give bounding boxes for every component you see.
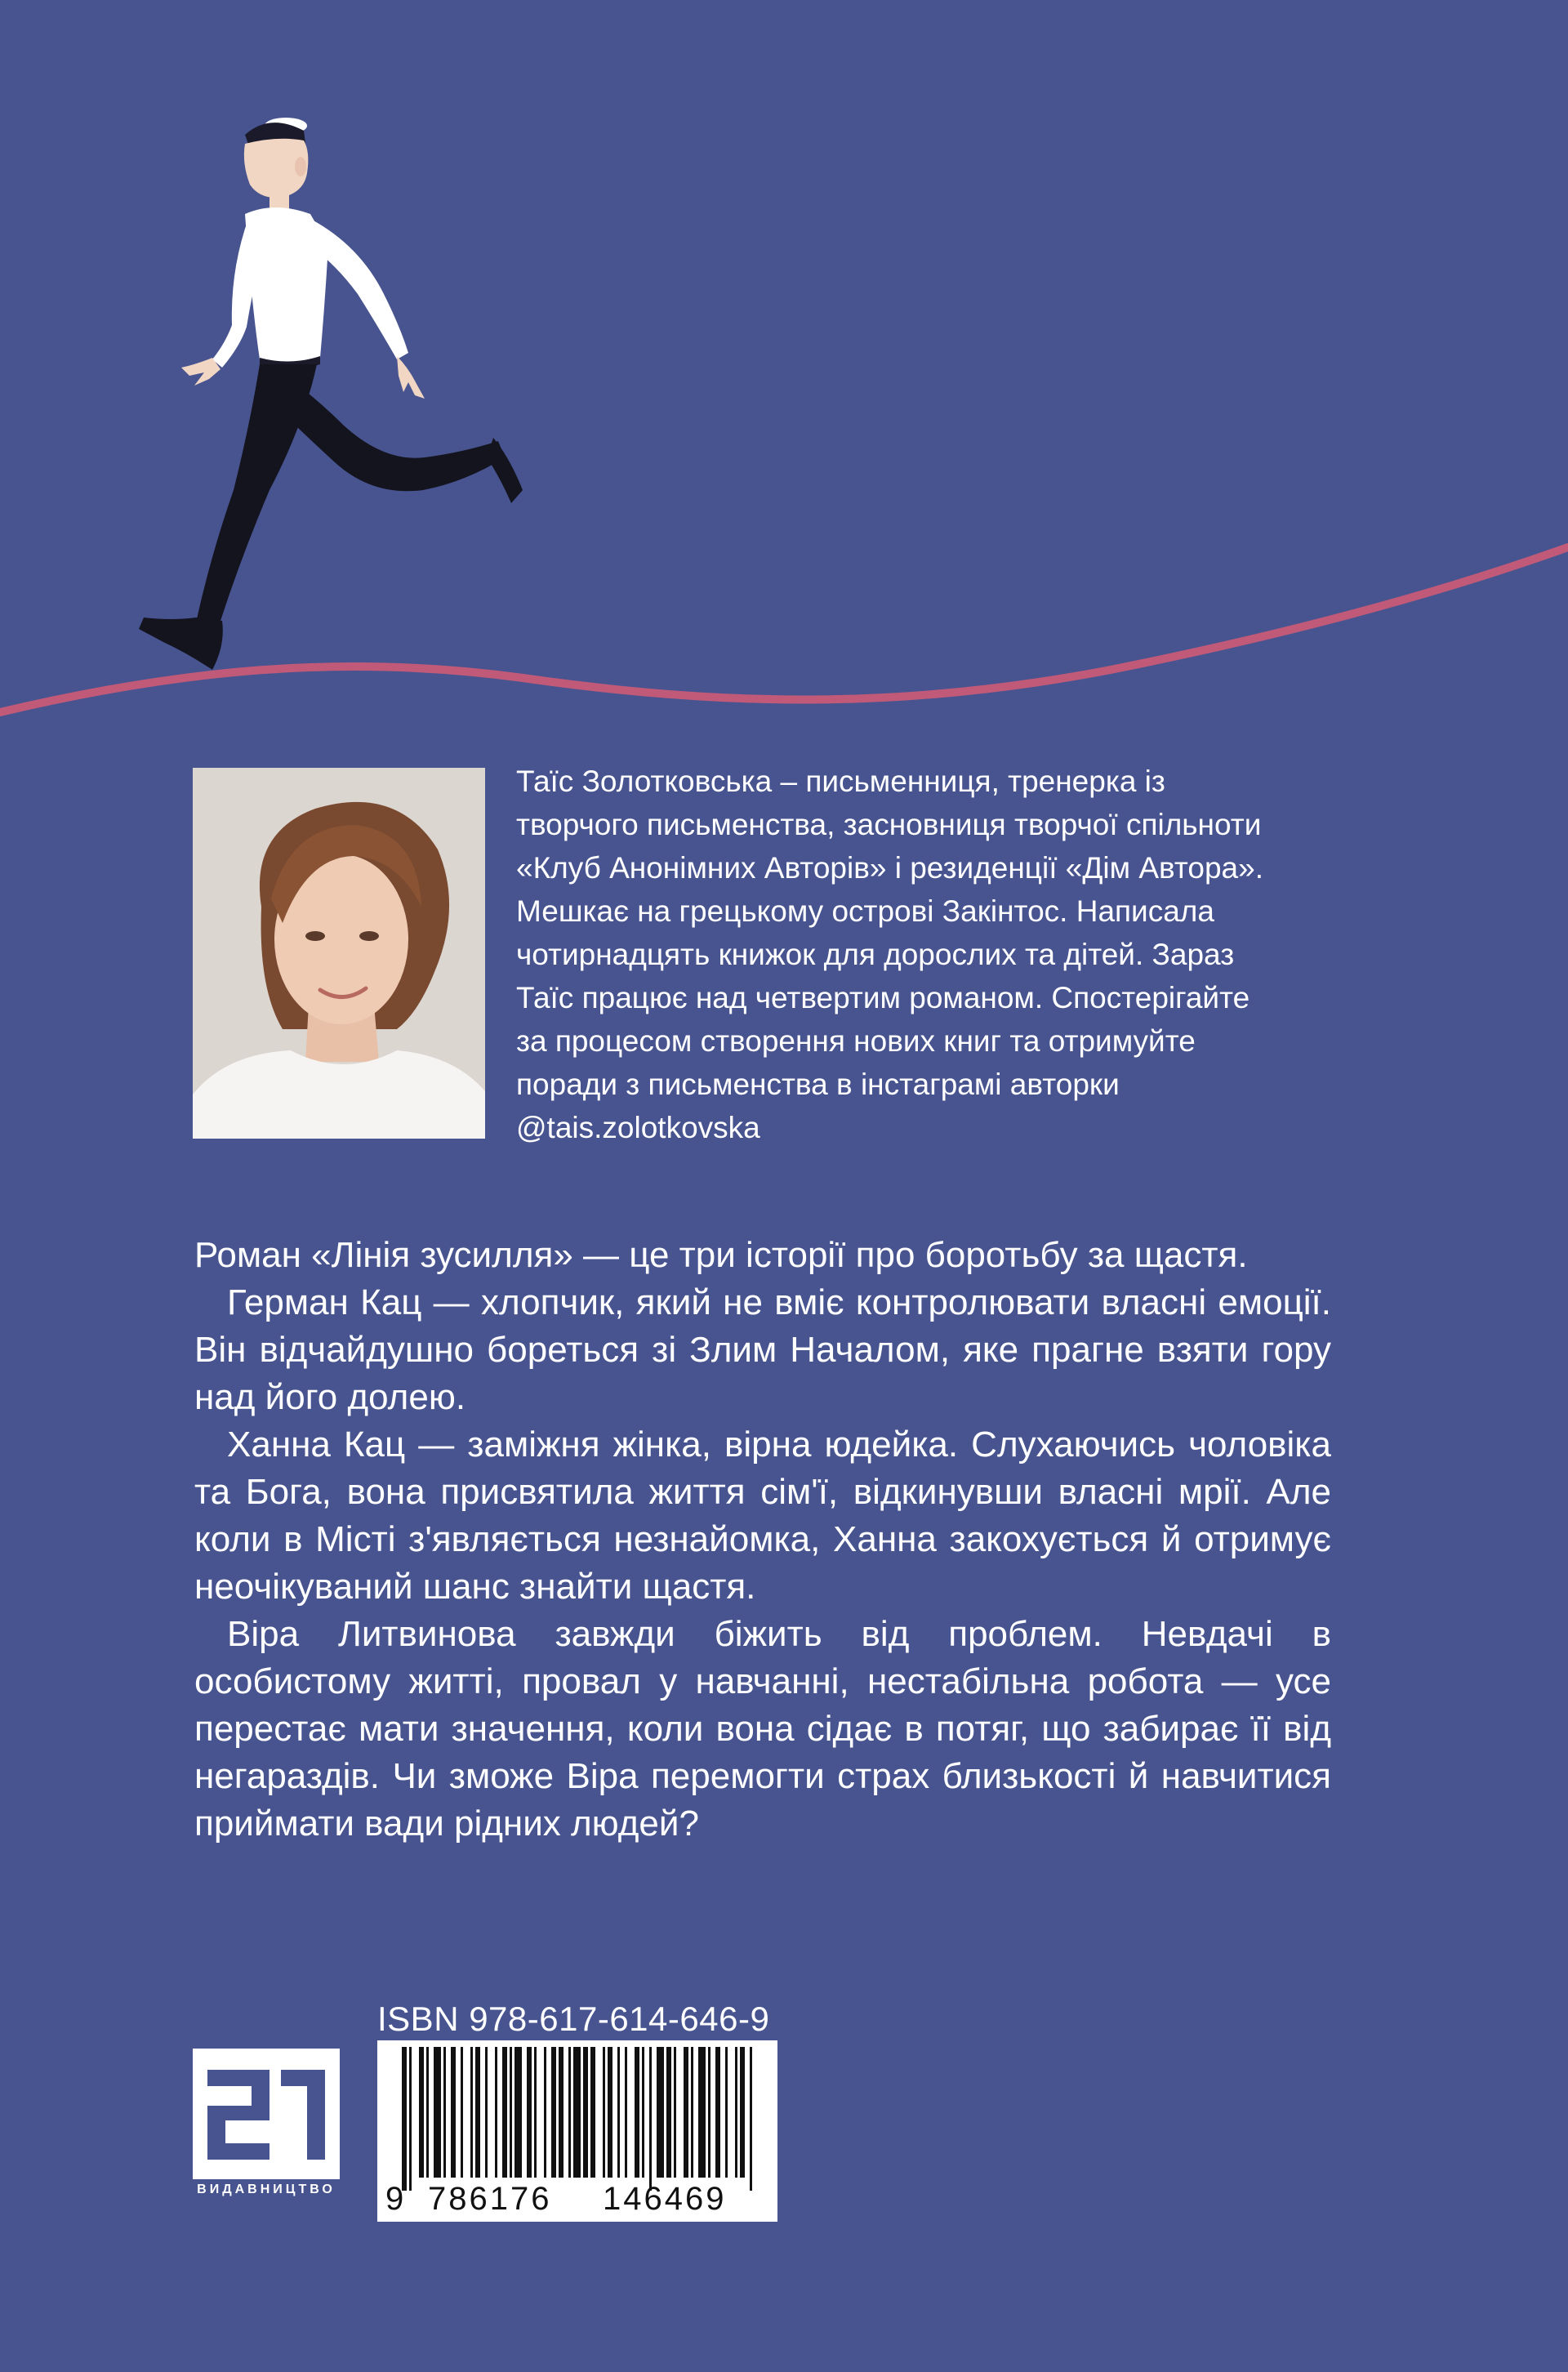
barcode-bar [735, 2047, 737, 2178]
barcode-bar [583, 2047, 588, 2178]
barcode-bar [642, 2047, 644, 2178]
barcode-bar [514, 2047, 522, 2178]
barcode-bar [715, 2047, 720, 2178]
barcode-bar [502, 2047, 507, 2178]
barcode-bar [559, 2047, 564, 2178]
barcode-bar [485, 2047, 488, 2178]
barcode-bar [534, 2047, 537, 2178]
barcode-bar [740, 2047, 745, 2178]
barcode-bar [568, 2047, 571, 2178]
barcode-bar [750, 2047, 752, 2191]
blurb-paragraph: Герман Кац — хлопчик, який не вміє контролювати власні емоції. Він відчайдушно бореться зі Злим Началом, яке прагне взяти гору над його долею. [194, 1282, 1331, 1417]
barcode-bar [544, 2047, 546, 2178]
barcode-bar [495, 2047, 497, 2178]
barcode-digits-left: 786176 [428, 2181, 552, 2217]
barcode-digits [377, 2179, 777, 2220]
barcode-bar [674, 2047, 676, 2178]
barcode-bar [551, 2047, 556, 2178]
bio-line: Таїс Золотковська – письменниця, тренерка із [516, 765, 1165, 798]
bio-line: творчого письменства, засновниця творчої спільноти [516, 808, 1262, 841]
barcode-bar [666, 2047, 671, 2178]
barcode-bar [657, 2047, 664, 2178]
author-bio [516, 760, 1341, 1149]
author-photo [193, 768, 485, 1139]
barcode-bar [573, 2047, 581, 2178]
barcode-digit-first: 9 [385, 2181, 404, 2217]
bio-line: за процесом створення нових книг та отримуйте [516, 1024, 1196, 1058]
barcode-bar [434, 2047, 441, 2178]
barcode-bar [608, 2047, 612, 2178]
barcode-bar [402, 2047, 407, 2191]
barcode-bar [708, 2047, 710, 2178]
barcode-bar [649, 2047, 652, 2191]
running-man-illustration [0, 0, 1568, 735]
barcode-bar [635, 2047, 639, 2178]
barcode-bar [461, 2047, 463, 2178]
barcode-bar [725, 2047, 728, 2178]
barcode-bar [475, 2047, 480, 2178]
barcode-bar [470, 2047, 473, 2178]
book-blurb [194, 1232, 1331, 1848]
bio-line: «Клуб Анонімних Авторів» і резиденції «Дім Автора». [516, 851, 1263, 885]
barcode-bar [426, 2047, 429, 2178]
barcode-bar [617, 2047, 620, 2178]
blurb-paragraph: Віра Литвинова завжди біжить від проблем. Невдачі в особистому житті, провал у навчанні, нестабільна робота — усе перестає мати значення, коли вона сідає в потяг, що забирає її від негараздів. Чи зможе Віра перемогти страх близькості й навчитися приймати вади рідних людей? [194, 1614, 1331, 1844]
bio-instagram-handle: @tais.zolotkovska [516, 1111, 760, 1144]
running-man-icon [139, 118, 523, 670]
author-photo-icon [193, 768, 485, 1139]
barcode-bar [409, 2047, 412, 2191]
barcode-bar [443, 2047, 446, 2178]
blurb-paragraph: Ханна Кац — заміжня жінка, вірна юдейка. Слухаючись чоловіка та Бога, вона присвятила життя сім'ї, відкинувши власні мрії. Але коли в Місті з'являється незнайомка, Ханна закохується й отримує неочікуваний шанс знайти щастя. [194, 1425, 1331, 1607]
isbn-label: ISBN 978-617-614-646-9 [377, 2000, 770, 2038]
barcode-digits-right: 146469 [603, 2181, 727, 2217]
barcode-bar [691, 2047, 693, 2178]
barcode-bar [527, 2047, 532, 2178]
barcode-bar [684, 2047, 688, 2178]
bio-line: чотирнадцять книжок для дорослих та дітей. Зараз [516, 938, 1235, 971]
barcode-bar [698, 2047, 706, 2178]
publisher-logo-text: ВИДАВНИЦТВО [197, 2183, 336, 2196]
bio-line: Мешкає на грецькому острові Закінтос. Написала [516, 894, 1214, 928]
blurb-paragraph: Роман «Лінія зусилля» — це три історії про боротьбу за щастя. [194, 1235, 1248, 1275]
barcode-bar [603, 2047, 605, 2178]
barcode-bar [590, 2047, 595, 2178]
barcode-bar [419, 2047, 424, 2178]
barcode-bar [510, 2047, 512, 2178]
barcode-bar [625, 2047, 627, 2178]
bio-line: Таїс працює над четвертим романом. Спостерігайте [516, 981, 1250, 1014]
bio-line: поради з письменства в інстаграмі авторки [516, 1068, 1120, 1101]
barcode-bar [451, 2047, 456, 2178]
